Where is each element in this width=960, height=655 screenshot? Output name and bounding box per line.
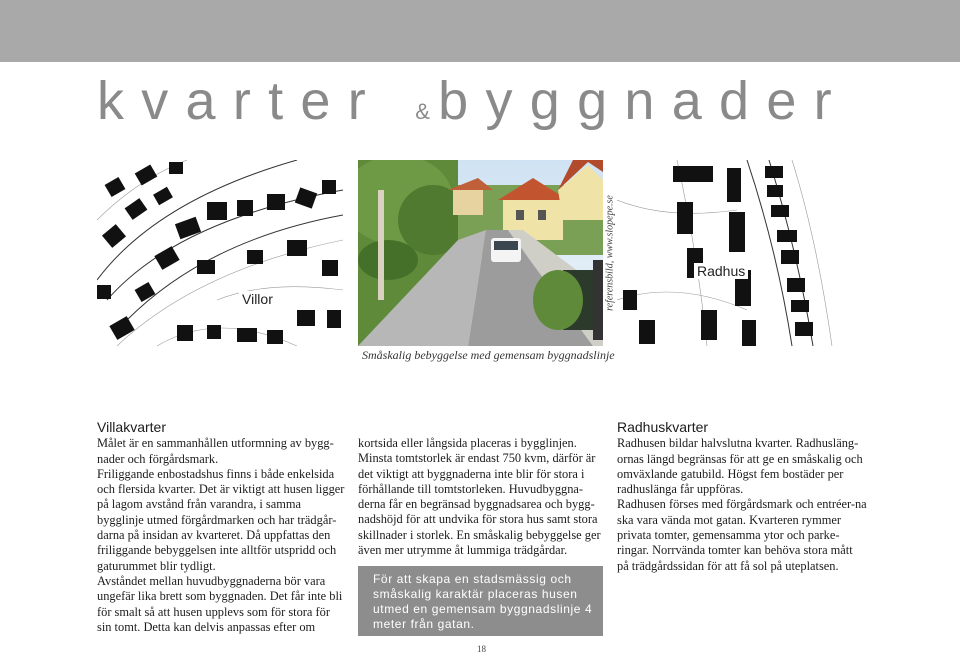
- street-photo: [358, 160, 603, 346]
- villakvarter-paragraph-2: Friliggande enbostadshus finns i både enkelsida och flersida kvarter. Det är viktigt att husen ligger på lagom avstånd från varandra, i samma bygglinje utmed förgårdmarken och har trädgår-darna på insidan av kvarteret. Då uppfattas den friliggande bebyggelsen inte alltför utspridd och gaturummet blir tydligt.: [97, 466, 345, 573]
- radhuskvarter-paragraph-1: Radhusen bildar halvslutna kvarter. Radhusläng-ornas längd begränsas för att ge en småskalig och omväxlande gatubild. Högst fem bostäder per radhuslänga får uppföras.: [617, 436, 863, 497]
- middle-paragraph-1: kortsida eller långsida placeras i bygglinjen. Minsta tomtstorlek är endast 750 kvm, därför är det viktigt att byggnaderna inte blir för stora i förhållande till tomtstorleken. Huvudbyggna-derna får en begränsad byggnadsarea och bygg-nadshöjd för att undvika för stora hus samt stora skillnader i storlek. En småskalig bebyggelse ger även mer utrymme åt lummiga trädgårdar.: [358, 436, 601, 558]
- photo-caption: Småskalig bebyggelse med gemensam byggnadslinje: [362, 348, 615, 362]
- radhus-site-plan: [617, 160, 861, 346]
- radhuskvarter-heading: Radhuskvarter: [617, 419, 709, 435]
- villor-label: Villor: [239, 291, 276, 307]
- radhuskvarter-paragraph-2: Radhusen förses med förgårdsmark och entréer-na ska vara vända mot gatan. Kvarteren rymmer privata tomter, gemensamma ytor och parke-ringar. Norrvända tomter kan behöva stora mått på trädgårdssidan för att få sol på uteplatsen.: [617, 497, 867, 573]
- photo-credit: referensbild, www.slopepe.se: [604, 195, 616, 311]
- title-part-2: byggnader: [438, 71, 849, 131]
- title-part-1: kvarter: [97, 71, 383, 131]
- villakvarter-paragraph-3: Avståndet mellan huvudbyggnaderna bör vara ungefär lika brett som byggnaden. Det får inte bli för smalt så att husen upplevs som för stora för sin tomt. Detta kan delvis anpassas efter om: [97, 573, 343, 634]
- radhus-label: Radhus: [694, 263, 748, 279]
- page-title: [97, 70, 849, 143]
- villakvarter-paragraph-1: Målet är en sammanhållen utformning av bygg-nader och förgårdsmark.: [97, 436, 334, 466]
- highlight-box: För att skapa en stadsmässig och småskalig karaktär placeras husen utmed en gemensam byggnadslinje 4 meter från gatan.: [358, 566, 603, 636]
- title-ampersand: &: [415, 99, 433, 124]
- villakvarter-column: [97, 420, 347, 635]
- radhuskvarter-column: [617, 420, 867, 574]
- middle-column: [358, 436, 605, 558]
- villa-site-plan: [97, 160, 343, 346]
- top-banner: [0, 0, 960, 62]
- page-number: 18: [477, 644, 486, 654]
- villakvarter-heading: Villakvarter: [97, 419, 166, 435]
